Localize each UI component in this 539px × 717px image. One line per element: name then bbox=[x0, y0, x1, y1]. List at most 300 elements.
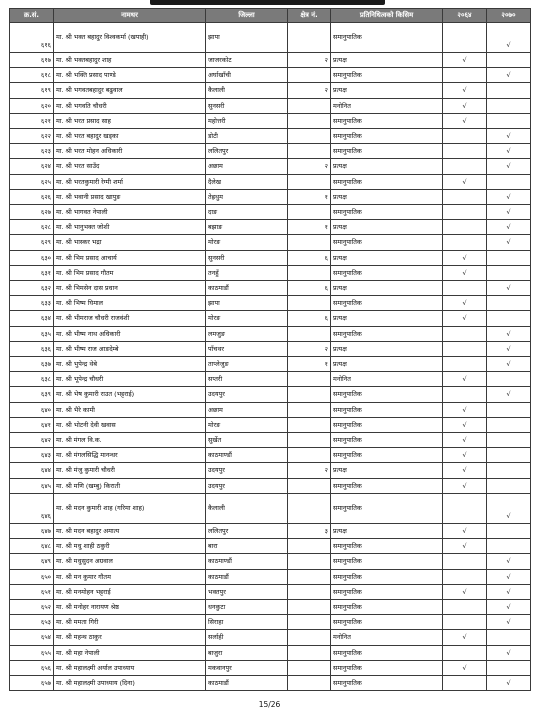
cell-year-2064: √ bbox=[443, 98, 487, 113]
cell-representation: प्रत्यक्ष bbox=[331, 159, 443, 174]
cell-year-2064: √ bbox=[443, 296, 487, 311]
cell-year-2064 bbox=[443, 189, 487, 204]
header-representation: प्रतिनिधित्वको किसिम bbox=[331, 9, 443, 23]
cell-name: मा. श्री मनोहर नारायण श्रेष्ठ bbox=[54, 599, 206, 614]
table-row bbox=[10, 645, 531, 660]
cell-zone bbox=[288, 387, 331, 402]
cell-zone bbox=[288, 478, 331, 493]
cell-name: मा. श्री मनमोहन भट्टराई bbox=[54, 584, 206, 599]
table-row bbox=[10, 675, 531, 690]
cell-zone bbox=[288, 660, 331, 675]
cell-district: बारा bbox=[206, 539, 288, 554]
cell-serial: ६५७ bbox=[10, 675, 54, 690]
cell-year-2064 bbox=[443, 341, 487, 356]
cell-zone bbox=[288, 296, 331, 311]
cell-representation: समानुपातिक bbox=[331, 615, 443, 630]
cell-district: महोत्तरी bbox=[206, 113, 288, 128]
cell-year-2064 bbox=[443, 493, 487, 523]
cell-district: कैलाली bbox=[206, 83, 288, 98]
table-row bbox=[10, 129, 531, 144]
header-serial: क्र.सं. bbox=[10, 9, 54, 23]
cell-representation: समानुपातिक bbox=[331, 645, 443, 660]
cell-representation: समानुपातिक bbox=[331, 554, 443, 569]
cell-representation: प्रत्यक्ष bbox=[331, 83, 443, 98]
cell-serial: ६५१ bbox=[10, 584, 54, 599]
table-row bbox=[10, 83, 531, 98]
cell-representation: समानुपातिक bbox=[331, 569, 443, 584]
table-row bbox=[10, 296, 531, 311]
cell-district: ललितपुर bbox=[206, 144, 288, 159]
cell-name: मा. श्री भूपेन्द्र चौधरी bbox=[54, 372, 206, 387]
cell-zone bbox=[288, 372, 331, 387]
cell-zone bbox=[288, 599, 331, 614]
cell-name: मा. श्री मदन बहादुर अमात्य bbox=[54, 523, 206, 538]
cell-serial: ६४४ bbox=[10, 463, 54, 478]
table-row bbox=[10, 630, 531, 645]
cell-year-2064 bbox=[443, 159, 487, 174]
header-year-2070: २०७० bbox=[487, 9, 531, 23]
cell-district: उदयपुर bbox=[206, 387, 288, 402]
cell-serial: ६४७ bbox=[10, 523, 54, 538]
cell-name: मा. श्री भक्तबहादुर शाह bbox=[54, 53, 206, 68]
table-row bbox=[10, 144, 531, 159]
table-row bbox=[10, 569, 531, 584]
cell-name: मा. श्री मदन कुमारी शाह (गरिमा शाह) bbox=[54, 493, 206, 523]
cell-year-2070: √ bbox=[487, 493, 531, 523]
cell-district: मोरङ bbox=[206, 311, 288, 326]
cell-year-2070: √ bbox=[487, 144, 531, 159]
cell-serial: ६३१ bbox=[10, 265, 54, 280]
table-row bbox=[10, 250, 531, 265]
table-row bbox=[10, 113, 531, 128]
cell-year-2070: √ bbox=[487, 584, 531, 599]
cell-serial: ६४८ bbox=[10, 539, 54, 554]
cell-name: मा. श्री मधुसुदन अग्रवाल bbox=[54, 554, 206, 569]
table-row bbox=[10, 463, 531, 478]
cell-year-2070: √ bbox=[487, 326, 531, 341]
table-row bbox=[10, 615, 531, 630]
cell-zone bbox=[288, 205, 331, 220]
cell-representation: समानुपातिक bbox=[331, 387, 443, 402]
cell-name: मा. श्री महा नेपाली bbox=[54, 645, 206, 660]
cell-serial: ६२९ bbox=[10, 235, 54, 250]
cell-district: भक्तपुर bbox=[206, 584, 288, 599]
cell-district: उदयपुर bbox=[206, 463, 288, 478]
cell-serial: ६२३ bbox=[10, 144, 54, 159]
cell-name: मा. श्री भरत मोहन अधिकारी bbox=[54, 144, 206, 159]
cell-name: मा. श्री महालक्ष्मी उपाध्याय (दिना) bbox=[54, 675, 206, 690]
cell-serial: ६४३ bbox=[10, 448, 54, 463]
cell-district: दैलेख bbox=[206, 174, 288, 189]
cell-year-2070 bbox=[487, 478, 531, 493]
cell-zone bbox=[288, 23, 331, 53]
cell-year-2070: √ bbox=[487, 68, 531, 83]
table-row bbox=[10, 98, 531, 113]
cell-serial: ६५५ bbox=[10, 645, 54, 660]
cell-name: मा. श्री भागवत नेपाली bbox=[54, 205, 206, 220]
cell-name: मा. श्री भेष कुमारी राउत (भट्टराई) bbox=[54, 387, 206, 402]
cell-year-2070 bbox=[487, 539, 531, 554]
cell-district: उदयपुर bbox=[206, 478, 288, 493]
cell-district: सुनसरी bbox=[206, 98, 288, 113]
table-row bbox=[10, 281, 531, 296]
cell-year-2070: √ bbox=[487, 599, 531, 614]
cell-serial: ६३२ bbox=[10, 281, 54, 296]
cell-year-2070: √ bbox=[487, 615, 531, 630]
cell-zone bbox=[288, 584, 331, 599]
cell-year-2070 bbox=[487, 433, 531, 448]
cell-serial: ६४२ bbox=[10, 433, 54, 448]
cell-zone bbox=[288, 675, 331, 690]
cell-zone: १ bbox=[288, 220, 331, 235]
cell-district: काठमाडौं bbox=[206, 675, 288, 690]
table-row bbox=[10, 341, 531, 356]
cell-representation: मनोनित bbox=[331, 98, 443, 113]
cell-district: सुर्खेत bbox=[206, 433, 288, 448]
cell-name: मा. श्री भिम प्रसाद गौतम bbox=[54, 265, 206, 280]
table-row bbox=[10, 68, 531, 83]
table-row bbox=[10, 372, 531, 387]
cell-name: मा. श्री भरत प्रसाद साह bbox=[54, 113, 206, 128]
cell-serial: ६२० bbox=[10, 98, 54, 113]
table-row bbox=[10, 539, 531, 554]
table-row bbox=[10, 387, 531, 402]
cell-serial: ६४९ bbox=[10, 554, 54, 569]
cell-year-2064: √ bbox=[443, 372, 487, 387]
cell-representation: मनोनित bbox=[331, 630, 443, 645]
cell-year-2070 bbox=[487, 523, 531, 538]
cell-representation: प्रत्यक्ष bbox=[331, 523, 443, 538]
cell-zone bbox=[288, 630, 331, 645]
cell-year-2064 bbox=[443, 23, 487, 53]
cell-year-2064: √ bbox=[443, 113, 487, 128]
cell-year-2064 bbox=[443, 68, 487, 83]
cell-year-2070: √ bbox=[487, 281, 531, 296]
table-row bbox=[10, 220, 531, 235]
cell-representation: समानुपातिक bbox=[331, 675, 443, 690]
cell-year-2070: √ bbox=[487, 357, 531, 372]
cell-zone: ६ bbox=[288, 311, 331, 326]
cell-year-2070: √ bbox=[487, 189, 531, 204]
cell-zone: २ bbox=[288, 341, 331, 356]
table-row bbox=[10, 23, 531, 53]
cell-district: बाजुरा bbox=[206, 645, 288, 660]
table-row bbox=[10, 174, 531, 189]
page-number: 15/26 bbox=[258, 700, 281, 709]
table-row bbox=[10, 189, 531, 204]
table-row bbox=[10, 402, 531, 417]
cell-zone bbox=[288, 539, 331, 554]
cell-name: मा. श्री भिमसेन दास प्रधान bbox=[54, 281, 206, 296]
cell-zone: २ bbox=[288, 53, 331, 68]
cell-representation: समानुपातिक bbox=[331, 205, 443, 220]
cell-year-2064: √ bbox=[443, 539, 487, 554]
cell-representation: प्रत्यक्ष bbox=[331, 357, 443, 372]
cell-name: मा. श्री भवानी प्रसाद खापुङ bbox=[54, 189, 206, 204]
cell-year-2064 bbox=[443, 569, 487, 584]
table-row bbox=[10, 599, 531, 614]
cell-serial: ६४१ bbox=[10, 417, 54, 432]
cell-year-2064 bbox=[443, 599, 487, 614]
table-row bbox=[10, 311, 531, 326]
cell-year-2070: √ bbox=[487, 129, 531, 144]
cell-name: मा. श्री भीमराज चौधरी राजवंशी bbox=[54, 311, 206, 326]
cell-name: मा. श्री मंगलसिद्धि मानन्धर bbox=[54, 448, 206, 463]
cell-district: ललितपुर bbox=[206, 523, 288, 538]
cell-year-2064 bbox=[443, 144, 487, 159]
cell-year-2070: √ bbox=[487, 235, 531, 250]
cell-zone bbox=[288, 448, 331, 463]
cell-district: जाजरकोट bbox=[206, 53, 288, 68]
cell-representation: मनोनित bbox=[331, 372, 443, 387]
cell-name: मा. श्री मन कुमार गौतम bbox=[54, 569, 206, 584]
cell-serial: ६१९ bbox=[10, 83, 54, 98]
cell-representation: समानुपातिक bbox=[331, 113, 443, 128]
cell-district: सर्लाही bbox=[206, 630, 288, 645]
cell-year-2070: √ bbox=[487, 23, 531, 53]
cell-year-2064 bbox=[443, 675, 487, 690]
table-row bbox=[10, 433, 531, 448]
cell-serial: ६३८ bbox=[10, 372, 54, 387]
cell-year-2064: √ bbox=[443, 250, 487, 265]
cell-representation: समानुपातिक bbox=[331, 235, 443, 250]
cell-zone bbox=[288, 433, 331, 448]
cell-year-2064: √ bbox=[443, 311, 487, 326]
cell-year-2070 bbox=[487, 265, 531, 280]
cell-year-2070 bbox=[487, 296, 531, 311]
cell-name: मा. श्री भक्त बहादुर विश्वकर्मा (खपाही) bbox=[54, 23, 206, 53]
cell-name: मा. श्री भीष्म नाथ अधिकारी bbox=[54, 326, 206, 341]
cell-year-2064 bbox=[443, 554, 487, 569]
cell-name: मा. श्री भास्कर भद्रा bbox=[54, 235, 206, 250]
cell-district: काठमाण्डौं bbox=[206, 448, 288, 463]
cell-name: मा. श्री भक्ति प्रसाद पाण्डे bbox=[54, 68, 206, 83]
cell-serial: ६५० bbox=[10, 569, 54, 584]
cell-year-2064 bbox=[443, 129, 487, 144]
cell-year-2070: √ bbox=[487, 554, 531, 569]
cell-representation: समानुपातिक bbox=[331, 448, 443, 463]
table-row bbox=[10, 417, 531, 432]
cell-year-2064: √ bbox=[443, 463, 487, 478]
cell-name: मा. श्री मधु शाही ठकुरी bbox=[54, 539, 206, 554]
cell-year-2064: √ bbox=[443, 174, 487, 189]
cell-year-2064 bbox=[443, 281, 487, 296]
cell-name: मा. श्री भैरे कामी bbox=[54, 402, 206, 417]
cell-serial: ६५३ bbox=[10, 615, 54, 630]
cell-year-2064 bbox=[443, 205, 487, 220]
cell-year-2064 bbox=[443, 387, 487, 402]
cell-zone bbox=[288, 326, 331, 341]
cell-year-2064: √ bbox=[443, 630, 487, 645]
cell-zone bbox=[288, 98, 331, 113]
cell-zone bbox=[288, 417, 331, 432]
cell-serial: ६३९ bbox=[10, 387, 54, 402]
cell-serial: ६५६ bbox=[10, 660, 54, 675]
cell-district: मोरङ bbox=[206, 417, 288, 432]
cell-year-2064 bbox=[443, 235, 487, 250]
cell-name: मा. श्री भरत बहादुर खड्का bbox=[54, 129, 206, 144]
table-row bbox=[10, 584, 531, 599]
cell-zone bbox=[288, 402, 331, 417]
cell-year-2064 bbox=[443, 220, 487, 235]
cell-zone bbox=[288, 493, 331, 523]
cell-year-2070 bbox=[487, 113, 531, 128]
cell-year-2064 bbox=[443, 326, 487, 341]
cell-representation: प्रत्यक्ष bbox=[331, 250, 443, 265]
cell-name: मा. श्री भरतकुमारी रेग्मी शर्मा bbox=[54, 174, 206, 189]
cell-name: मा. श्री भोटनी देवी खवास bbox=[54, 417, 206, 432]
cell-serial: ६३४ bbox=[10, 311, 54, 326]
cell-zone: ६ bbox=[288, 250, 331, 265]
cell-serial: ६२६ bbox=[10, 189, 54, 204]
cell-representation: समानुपातिक bbox=[331, 478, 443, 493]
cell-name: मा. श्री भिम प्रसाद आचार्य bbox=[54, 250, 206, 265]
header-zone: क्षेत्र नं. bbox=[288, 9, 331, 23]
cell-name: मा. श्री भगवति चौधरी bbox=[54, 98, 206, 113]
cell-year-2070 bbox=[487, 311, 531, 326]
cell-serial: ६४० bbox=[10, 402, 54, 417]
cell-district: तेह्रथुम bbox=[206, 189, 288, 204]
cell-district: झापा bbox=[206, 23, 288, 53]
table-row bbox=[10, 478, 531, 493]
cell-zone: २ bbox=[288, 83, 331, 98]
cell-district: मोरङ bbox=[206, 235, 288, 250]
table-header-row bbox=[10, 9, 531, 23]
cell-representation: समानुपातिक bbox=[331, 599, 443, 614]
cell-zone: ३ bbox=[288, 523, 331, 538]
cell-representation: समानुपातिक bbox=[331, 417, 443, 432]
table-row bbox=[10, 159, 531, 174]
cell-zone bbox=[288, 235, 331, 250]
cell-representation: प्रत्यक्ष bbox=[331, 311, 443, 326]
table-row bbox=[10, 53, 531, 68]
table-row bbox=[10, 326, 531, 341]
cell-name: मा. श्री महालक्ष्मी अर्याल उपाध्याय bbox=[54, 660, 206, 675]
cell-representation: समानुपातिक bbox=[331, 265, 443, 280]
cell-representation: समानुपातिक bbox=[331, 660, 443, 675]
cell-representation: समानुपातिक bbox=[331, 174, 443, 189]
table-row bbox=[10, 205, 531, 220]
cell-zone: १ bbox=[288, 357, 331, 372]
cell-year-2064 bbox=[443, 357, 487, 372]
cell-zone: ६ bbox=[288, 281, 331, 296]
cell-serial: ६१६ bbox=[10, 23, 54, 53]
cell-serial: ६५४ bbox=[10, 630, 54, 645]
cell-zone bbox=[288, 144, 331, 159]
cell-year-2070 bbox=[487, 250, 531, 265]
cell-name: मा. श्री ममता गिरी bbox=[54, 615, 206, 630]
cell-district: अछाम bbox=[206, 402, 288, 417]
cell-district: काठमाडौं bbox=[206, 281, 288, 296]
cell-zone bbox=[288, 68, 331, 83]
cell-year-2070: √ bbox=[487, 220, 531, 235]
cell-representation: प्रत्यक्ष bbox=[331, 341, 443, 356]
cell-district: झापा bbox=[206, 296, 288, 311]
cell-zone bbox=[288, 645, 331, 660]
cell-representation: समानुपातिक bbox=[331, 296, 443, 311]
member-table bbox=[9, 8, 531, 691]
cell-year-2064 bbox=[443, 645, 487, 660]
cell-year-2070 bbox=[487, 53, 531, 68]
cell-serial: ६२२ bbox=[10, 129, 54, 144]
cell-year-2070: √ bbox=[487, 205, 531, 220]
cell-year-2064: √ bbox=[443, 433, 487, 448]
cell-serial: ६२७ bbox=[10, 205, 54, 220]
cell-serial: ६१७ bbox=[10, 53, 54, 68]
table-row bbox=[10, 357, 531, 372]
cell-district: काठमाण्डौं bbox=[206, 554, 288, 569]
cell-serial: ६३० bbox=[10, 250, 54, 265]
cell-name: मा. श्री महन्थ ठाकुर bbox=[54, 630, 206, 645]
cell-name: मा. श्री भुपेन्द्र थेबे bbox=[54, 357, 206, 372]
cell-year-2070 bbox=[487, 463, 531, 478]
cell-zone bbox=[288, 113, 331, 128]
cell-year-2070: √ bbox=[487, 569, 531, 584]
cell-year-2070: √ bbox=[487, 159, 531, 174]
cell-district: अर्घाखाँची bbox=[206, 68, 288, 83]
table-row bbox=[10, 235, 531, 250]
cell-representation: समानुपातिक bbox=[331, 68, 443, 83]
cell-district: काठमाडौं bbox=[206, 569, 288, 584]
cell-year-2070 bbox=[487, 98, 531, 113]
cell-district: तनहुँ bbox=[206, 265, 288, 280]
cell-zone bbox=[288, 174, 331, 189]
cell-district: अछाम bbox=[206, 159, 288, 174]
cell-district: धनकुटा bbox=[206, 599, 288, 614]
cell-year-2070 bbox=[487, 630, 531, 645]
cell-representation: प्रत्यक्ष bbox=[331, 53, 443, 68]
cell-representation: समानुपातिक bbox=[331, 129, 443, 144]
cell-zone: २ bbox=[288, 159, 331, 174]
cell-district: मकवानपुर bbox=[206, 660, 288, 675]
cell-representation: समानुपातिक bbox=[331, 144, 443, 159]
cell-name: मा. श्री मंगल वि.क. bbox=[54, 433, 206, 448]
cell-zone: १ bbox=[288, 189, 331, 204]
cell-serial: ६२१ bbox=[10, 113, 54, 128]
cell-serial: ६४५ bbox=[10, 478, 54, 493]
cell-year-2070 bbox=[487, 402, 531, 417]
cell-zone bbox=[288, 129, 331, 144]
cell-serial: ६५२ bbox=[10, 599, 54, 614]
cell-year-2070: √ bbox=[487, 341, 531, 356]
cell-district: पाँचथर bbox=[206, 341, 288, 356]
cell-district: ताप्लेजुङ bbox=[206, 357, 288, 372]
cell-year-2064: √ bbox=[443, 584, 487, 599]
cell-zone: २ bbox=[288, 463, 331, 478]
cell-representation: प्रत्यक्ष bbox=[331, 281, 443, 296]
cell-year-2070 bbox=[487, 448, 531, 463]
header-district: जिल्ला bbox=[206, 9, 288, 23]
cell-representation: प्रत्यक्ष bbox=[331, 220, 443, 235]
cell-serial: ६२८ bbox=[10, 220, 54, 235]
cell-serial: ६३५ bbox=[10, 326, 54, 341]
cell-serial: ६१८ bbox=[10, 68, 54, 83]
cell-year-2064: √ bbox=[443, 660, 487, 675]
cell-name: मा. श्री भीष्म राज आङदेम्बे bbox=[54, 341, 206, 356]
cell-district: सिराहा bbox=[206, 615, 288, 630]
cell-year-2064: √ bbox=[443, 53, 487, 68]
cell-name: मा. श्री भानुभक्त जोशी bbox=[54, 220, 206, 235]
cell-district: डोटी bbox=[206, 129, 288, 144]
cell-representation: समानुपातिक bbox=[331, 539, 443, 554]
cell-name: मा. श्री मंजु कुमारी चौधरी bbox=[54, 463, 206, 478]
cell-serial: ६३७ bbox=[10, 357, 54, 372]
cell-representation: समानुपातिक bbox=[331, 584, 443, 599]
cell-district: सुनसरी bbox=[206, 250, 288, 265]
table-row bbox=[10, 554, 531, 569]
cell-serial: ६३३ bbox=[10, 296, 54, 311]
table-row bbox=[10, 523, 531, 538]
